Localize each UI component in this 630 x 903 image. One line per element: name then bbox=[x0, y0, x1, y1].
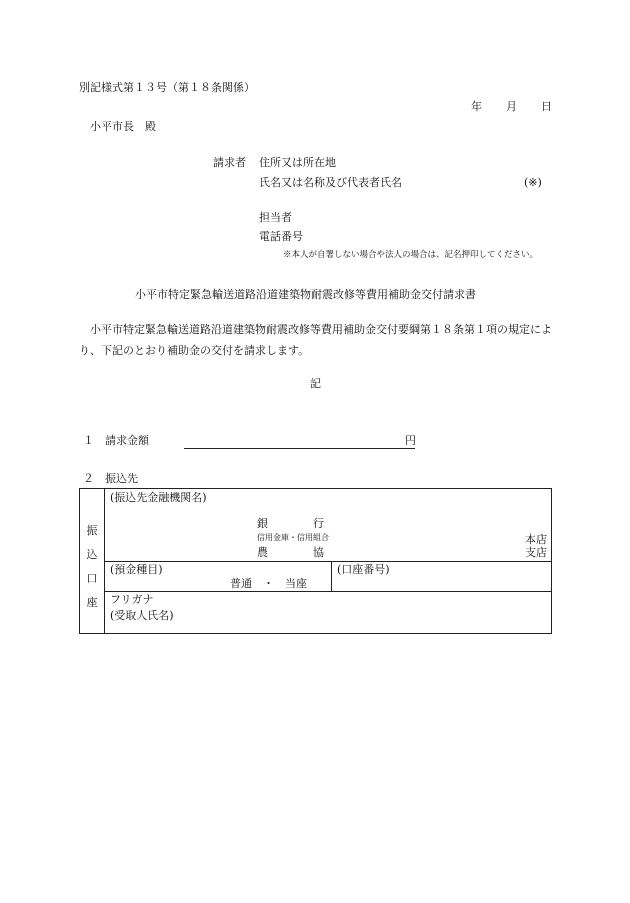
account-table bbox=[79, 488, 552, 634]
main-branch-text: 本店 bbox=[525, 533, 547, 546]
address-label: 住所又は所在地 bbox=[259, 156, 336, 169]
name-label: 氏名又は名称及び代表者氏名 bbox=[259, 176, 402, 189]
seal-mark: (※) bbox=[524, 176, 542, 189]
amount-label: １ 請求金額 bbox=[83, 434, 149, 447]
addressee: 小平市長 殿 bbox=[90, 120, 156, 133]
deposit-options: 普通 ・ 当座 bbox=[230, 577, 307, 590]
bank-suffix: 行 bbox=[313, 517, 324, 530]
document-body: 小平市特定緊急輸送道路沿道建築物耐震改修等費用補助金交付要綱第１８条第１項の規定により、下記のとおり補助金の交付を請求します。 bbox=[79, 323, 552, 357]
amount-unit: 円 bbox=[405, 434, 416, 447]
deposit-type-label: (預金種目) bbox=[110, 563, 163, 576]
date-year: 年 bbox=[471, 100, 482, 113]
account-number-label: (口座番号) bbox=[337, 563, 390, 576]
bank-divider bbox=[104, 561, 551, 562]
account-number-divider bbox=[331, 561, 332, 591]
furigana-label: フリガナ bbox=[110, 593, 154, 606]
phone-label: 電話番号 bbox=[259, 230, 303, 243]
row-header-char: 込 bbox=[86, 548, 98, 561]
ki-marker: 記 bbox=[310, 377, 321, 390]
transfer-label: ２ 振込先 bbox=[83, 472, 138, 485]
applicant-role: 請求者 bbox=[213, 156, 246, 169]
recipient-label: (受取人氏名) bbox=[110, 609, 174, 622]
branch-text: 支店 bbox=[525, 546, 547, 559]
bank-name-label: (振込先金融機関名) bbox=[110, 491, 207, 504]
bank-text: 銀 bbox=[257, 517, 268, 530]
amount-line bbox=[184, 448, 415, 449]
signature-note: ※本人が自署しない場合や法人の場合は、記名押印してください。 bbox=[283, 250, 539, 260]
document-title: 小平市特定緊急輸送道路沿道建築物耐震改修等費用補助金交付請求書 bbox=[135, 288, 476, 301]
nokyo-text-b: 協 bbox=[313, 546, 324, 559]
person-in-charge-label: 担当者 bbox=[259, 211, 292, 224]
deposit-divider bbox=[104, 591, 551, 592]
row-header-char: 座 bbox=[86, 596, 98, 609]
row-header-char: 口 bbox=[86, 572, 98, 585]
date-day: 日 bbox=[541, 100, 552, 113]
nokyo-text-a: 農 bbox=[257, 546, 268, 559]
form-number: 別記様式第１３号（第１８条関係） bbox=[79, 81, 255, 94]
shinkin-text: 信用金庫・信用組合 bbox=[257, 533, 329, 542]
date-month: 月 bbox=[506, 100, 517, 113]
row-header-char: 振 bbox=[86, 524, 98, 537]
